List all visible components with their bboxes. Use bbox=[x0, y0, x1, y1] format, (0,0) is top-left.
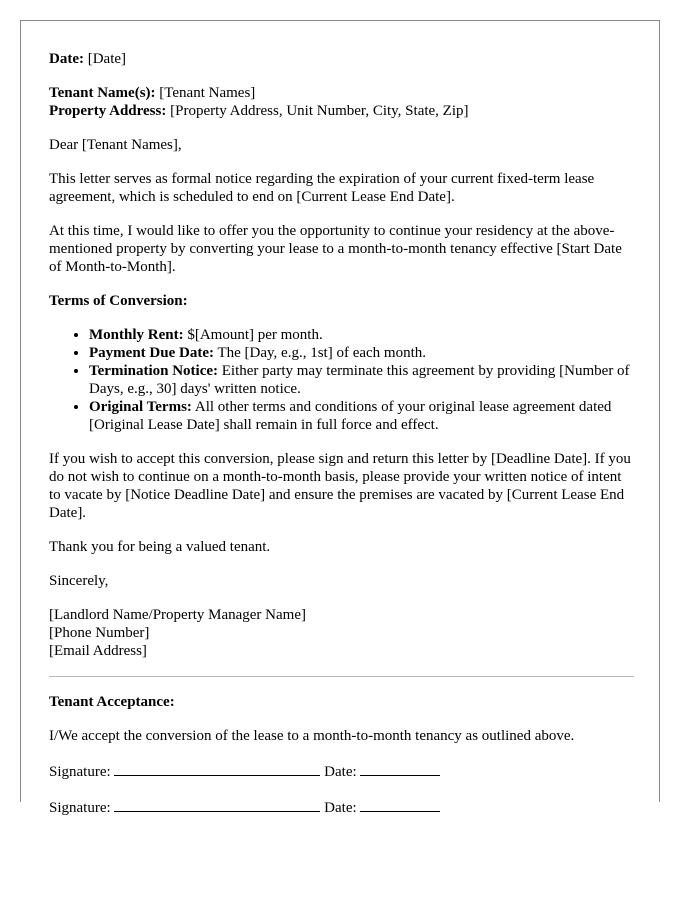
letter-content bbox=[49, 50, 634, 833]
terms-heading bbox=[49, 292, 634, 310]
letter-page bbox=[20, 20, 660, 816]
signature-field[interactable] bbox=[114, 761, 320, 776]
signature-field[interactable] bbox=[114, 797, 320, 812]
date-label: Date: bbox=[49, 51, 84, 67]
signer-phone: [Phone Number] bbox=[49, 625, 150, 641]
term-label: Original Terms: bbox=[89, 399, 192, 415]
term-text: $[Amount] per month. bbox=[187, 327, 323, 343]
term-label: Termination Notice: bbox=[89, 363, 219, 379]
signature-date-field[interactable] bbox=[360, 797, 440, 812]
recipient-block bbox=[49, 84, 634, 120]
signature-label: Signature: bbox=[49, 764, 111, 780]
terms-heading-text: Terms of Conversion: bbox=[49, 293, 188, 309]
acceptance-heading-text: Tenant Acceptance: bbox=[49, 694, 175, 710]
address-label: Property Address: bbox=[49, 103, 167, 119]
term-text: All other terms and conditions of your original lease agreement dated [Original Lease Date] shall remain in full force and effect. bbox=[89, 399, 612, 433]
thanks-line: Thank you for being a valued tenant. bbox=[49, 539, 271, 555]
acceptance-statement: I/We accept the conversion of the lease to a month-to-month tenancy as outlined above. bbox=[49, 728, 575, 744]
date-line bbox=[49, 50, 634, 68]
signature-date-label: Date: bbox=[324, 800, 357, 816]
signer-email: [Email Address] bbox=[49, 643, 147, 659]
response-paragraph: If you wish to accept this conversion, please sign and return this letter by [Deadline Date]. If you do not wish to continue on a month-to-month basis, please provide your written notice of intent to vacate by [Notice Deadline Date] and ensure the premises are vacated by [Current Lease End Date]. bbox=[49, 451, 631, 521]
section-divider bbox=[49, 676, 634, 677]
signature-row bbox=[49, 797, 634, 817]
terms-list bbox=[49, 326, 634, 434]
acceptance-heading bbox=[49, 693, 634, 711]
closing-line: Sincerely, bbox=[49, 573, 109, 589]
date-value: [Date] bbox=[87, 51, 127, 67]
offer-paragraph: At this time, I would like to offer you the opportunity to continue your residency at the above-mentioned property by converting your lease to a month-to-month tenancy effective [Start Date of Month-to-Month]. bbox=[49, 223, 622, 275]
term-item-original-terms bbox=[89, 398, 634, 434]
term-item-monthly-rent bbox=[89, 326, 634, 344]
signature-row bbox=[49, 761, 634, 781]
address-line bbox=[49, 102, 634, 120]
tenant-line bbox=[49, 84, 634, 102]
salutation: Dear [Tenant Names], bbox=[49, 137, 182, 153]
intro-paragraph: This letter serves as formal notice regarding the expiration of your current fixed-term lease agreement, which is scheduled to end on [Current Lease End Date]. bbox=[49, 171, 595, 205]
term-label: Payment Due Date: bbox=[89, 345, 214, 361]
term-text: The [Day, e.g., 1st] of each month. bbox=[217, 345, 426, 361]
signature-label: Signature: bbox=[49, 800, 111, 816]
address-value: [Property Address, Unit Number, City, State, Zip] bbox=[170, 103, 469, 119]
term-label: Monthly Rent: bbox=[89, 327, 184, 343]
tenant-label: Tenant Name(s): bbox=[49, 85, 156, 101]
term-text: Either party may terminate this agreement by providing [Number of Days, e.g., 30] days' written notice. bbox=[89, 363, 630, 397]
tenant-value: [Tenant Names] bbox=[159, 85, 256, 101]
signature-date-field[interactable] bbox=[360, 761, 440, 776]
term-item-termination-notice bbox=[89, 362, 634, 398]
signature-date-label: Date: bbox=[324, 764, 357, 780]
term-item-payment-due-date bbox=[89, 344, 634, 362]
signer-name: [Landlord Name/Property Manager Name] bbox=[49, 607, 306, 623]
signer-block bbox=[49, 606, 634, 660]
